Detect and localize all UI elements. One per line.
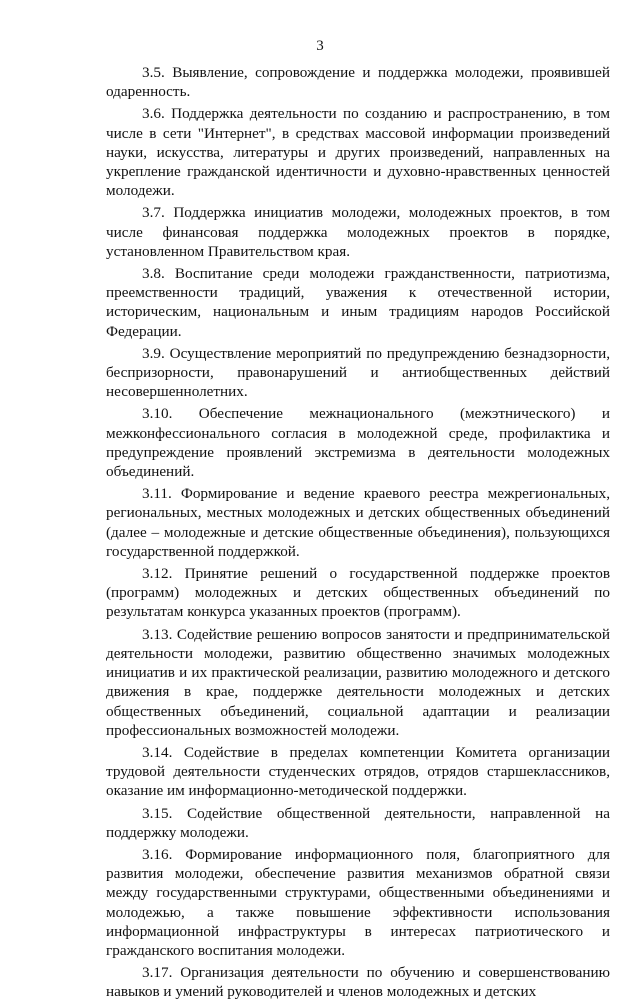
document-body (106, 63, 610, 1005)
paragraph-3-8: 3.8. Воспитание среди молодежи гражданственности, патриотизма, преемственности традиций, уважения к отечественной истории, историческим, национальным и иным традициям народов Российской Федерации. (106, 265, 610, 340)
paragraph-3-7: 3.7. Поддержка инициатив молодежи, молодежных проектов, в том числе финансовая поддержка молодежных проектов в порядке, установленном Правительством края. (106, 204, 610, 260)
paragraph-3-6: 3.6. Поддержка деятельности по созданию и распространению, в том числе в сети "Интернет", в средствах массовой информации произведений науки, искусства, литературы и других произведений, направленных на укрепление гражданской идентичности и духовно-нравственных ценностей молодежи. (106, 105, 610, 200)
paragraph-3-14: 3.14. Содействие в пределах компетенции Комитета организации трудовой деятельности студенческих отрядов, отрядов старшеклассников, оказание им информационно-методической поддержки. (106, 743, 610, 800)
paragraph-3-10: 3.10. Обеспечение межнационального (межэтнического) и межконфессионального согласия в молодежной среде, профилактика и предупреждение проявлений экстремизма в деятельности молодежных объединений. (106, 405, 610, 481)
paragraph-3-12: 3.12. Принятие решений о государственной поддержке проектов (программ) молодежных и детских общественных объединений по результатам конкурса указанных проектов (программ). (106, 565, 610, 621)
paragraph-3-15: 3.15. Содействие общественной деятельности, направленной на поддержку молодежи. (106, 804, 610, 841)
paragraph-3-17: 3.17. Организация деятельности по обучению и совершенствованию навыков и умений руководителей и членов молодежных и детских (106, 964, 610, 1001)
paragraph-3-11: 3.11. Формирование и ведение краевого реестра межрегиональных, региональных, местных молодежных и детских общественных объединений (далее – молодежные и детские общественные объединения), пользующихся государственной поддержкой. (106, 485, 610, 560)
paragraph-3-5: 3.5. Выявление, сопровождение и поддержка молодежи, проявившей одаренность. (106, 64, 610, 101)
paragraph-3-13: 3.13. Содействие решению вопросов занятости и предпринимательской деятельности молодежи, развитию общественно значимых молодежных инициатив и их практической реализации, развитию молодежного и детского движения в крае, поддержке деятельности молодежных и детских общественных объединений, социальной адаптации и реализации профессиональных возможностей молодежи. (106, 625, 610, 739)
paragraph-3-16: 3.16. Формирование информационного поля, благоприятного для развития молодежи, обеспечение развития механизмов обратной связи между государственными структурами, общественными объединениями и молодежью, а также повышение эффективности использования информационной инфраструктуры в интересах патриотического и гражданского воспитания молодежи. (106, 845, 610, 959)
paragraph-3-9: 3.9. Осуществление мероприятий по предупреждению безнадзорности, беспризорности, правонарушений и антиобщественных действий несовершеннолетних. (106, 344, 610, 401)
page-number: 3 (316, 38, 324, 54)
